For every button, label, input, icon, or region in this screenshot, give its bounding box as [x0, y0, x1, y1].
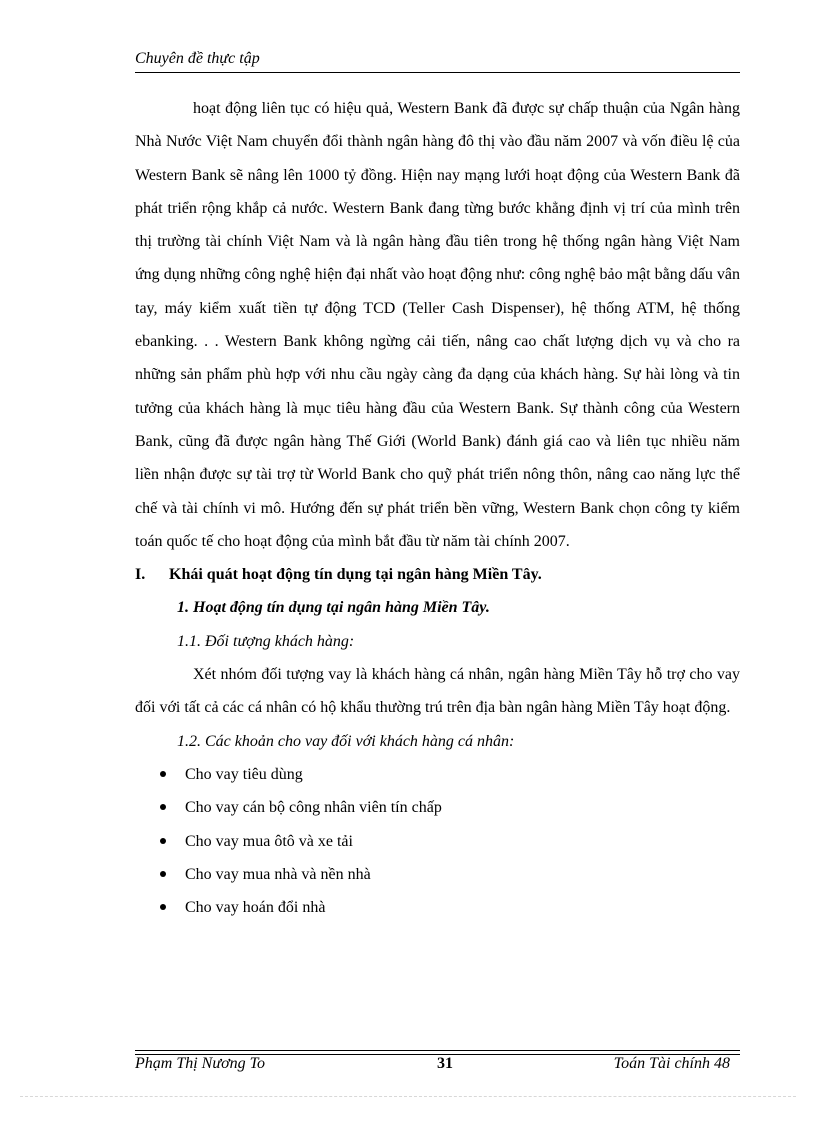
- bullet-icon: [160, 871, 166, 877]
- item-1-2-heading: 1.2. Các khoản cho vay đối với khách hàng cá nhân:: [177, 732, 515, 750]
- section-title: Khái quát hoạt động tín dụng tại ngân hàng Miền Tây.: [169, 566, 542, 584]
- footer-class-name: Toán Tài chính 48: [613, 1055, 730, 1072]
- subsection-heading: 1. Hoạt động tín dụng tại ngân hàng Miền Tây.: [177, 599, 490, 617]
- list-item: [135, 758, 740, 791]
- list-item-text: Cho vay mua nhà và nền nhà: [185, 865, 371, 883]
- section-number: I.: [135, 566, 146, 584]
- page-edge-divider: [20, 1096, 796, 1097]
- list-item: [135, 858, 740, 891]
- loan-types-list: [135, 758, 740, 924]
- bullet-icon: [160, 838, 166, 844]
- list-item-text: Cho vay mua ôtô và xe tải: [185, 832, 353, 850]
- section-heading: [135, 558, 740, 591]
- bullet-icon: [160, 771, 166, 777]
- item-1-1-paragraph: Xét nhóm đối tượng vay là khách hàng cá nhân, ngân hàng Miền Tây hỗ trợ cho vay đối với tất cả các cá nhân có hộ khẩu thường trú trên địa bàn ngân hàng Miền Tây hoạt động.: [135, 666, 740, 717]
- list-item: [135, 825, 740, 858]
- bullet-icon: [160, 904, 166, 910]
- bullet-icon: [160, 804, 166, 810]
- list-item-text: Cho vay hoán đổi nhà: [185, 899, 326, 917]
- item-1-1-heading: 1.1. Đối tượng khách hàng:: [177, 632, 355, 650]
- page-number: 31: [437, 1055, 453, 1072]
- list-item: [135, 891, 740, 924]
- page-footer: [135, 1055, 740, 1077]
- footer-author: Phạm Thị Nương To: [135, 1055, 266, 1072]
- list-item: [135, 791, 740, 824]
- page-header: [135, 48, 740, 73]
- document-body: [135, 92, 740, 924]
- list-item-text: Cho vay tiêu dùng: [185, 765, 303, 783]
- list-item-text: Cho vay cán bộ công nhân viên tín chấp: [185, 799, 442, 817]
- header-title: Chuyên đề thực tập: [135, 50, 260, 67]
- body-paragraph: hoạt động liên tục có hiệu quả, Western Bank đã được sự chấp thuận của Ngân hàng Nhà Nước Việt Nam chuyển đổi thành ngân hàng đô thị vào đầu năm 2007 và vốn điều lệ của Western Bank sẽ nâng lên 1000 tỷ đồng. Hiện nay mạng lưới hoạt động của Western Bank đã phát triển rộng khắp cả nước. Western Bank đang từng bước khẳng định vị trí của mình trên thị trường tài chính Việt Nam và là ngân hàng đầu tiên trong hệ thống ngân hàng Việt Nam ứng dụng những công nghệ hiện đại nhất vào hoạt động như: công nghệ bảo mật bằng dấu vân tay, máy kiểm xuất tiền tự động TCD (Teller Cash Dispenser), hệ thống ATM, hệ thống ebanking. . . Western Bank không ngừng cải tiến, nâng cao chất lượng dịch vụ và cho ra những sản phẩm phù hợp với nhu cầu ngày càng đa dạng của khách hàng. Sự hài lòng và tin tưởng của khách hàng là mục tiêu hàng đầu của Western Bank. Sự thành công của Western Bank, cũng đã được ngân hàng Thế Giới (World Bank) đánh giá cao và liên tục nhiều năm liền nhận được sự tài trợ từ World Bank cho quỹ phát triển nông thôn, nâng cao năng lực thể chế và tài chính vi mô. Hướng đến sự phát triển bền vững, Western Bank chọn công ty kiểm toán quốc tế cho hoạt động của mình bắt đầu từ năm tài chính 2007.: [135, 100, 740, 550]
